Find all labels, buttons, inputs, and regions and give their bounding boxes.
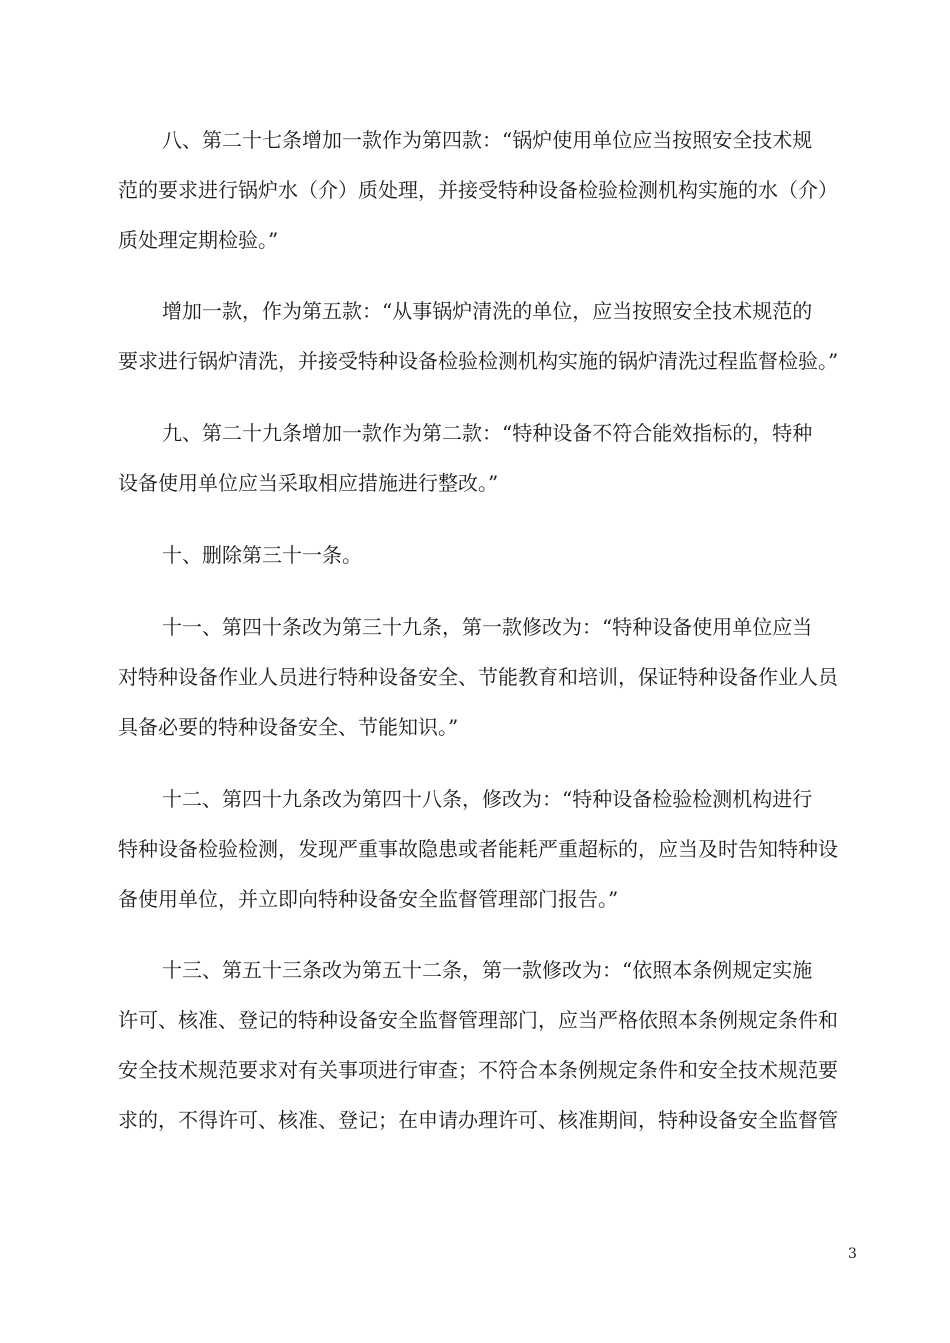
paragraph-line: 安全技术规范要求对有关事项进行审查；不符合本条例规定条件和安全技术规范要 bbox=[118, 1058, 838, 1082]
paragraph-line: 质处理定期检验。” bbox=[118, 228, 279, 252]
page-number: 3 bbox=[848, 1246, 857, 1262]
paragraph-line: 增加一款，作为第五款：“从事锅炉清洗的单位，应当按照安全技术规范的 bbox=[162, 299, 813, 323]
paragraph-line: 十三、第五十三条改为第五十二条，第一款修改为：“依照本条例规定实施 bbox=[162, 958, 813, 982]
paragraph-line: 备使用单位，并立即向特种设备安全监督管理部门报告。” bbox=[118, 887, 619, 911]
paragraph-line: 许可、核准、登记的特种设备安全监督管理部门，应当严格依照本条例规定条件和 bbox=[118, 1008, 838, 1032]
paragraph-line: 求的，不得许可、核准、登记；在申请办理许可、核准期间，特种设备安全监督管 bbox=[118, 1108, 838, 1132]
paragraph-line: 八、第二十七条增加一款作为第四款：“锅炉使用单位应当按照安全技术规 bbox=[162, 128, 813, 152]
paragraph-line: 十一、第四十条改为第三十九条，第一款修改为：“特种设备使用单位应当 bbox=[162, 615, 813, 639]
paragraph-line: 九、第二十九条增加一款作为第二款：“特种设备不符合能效指标的，特种 bbox=[162, 421, 813, 445]
paragraph-line: 十二、第四十九条改为第四十八条，修改为：“特种设备检验检测机构进行 bbox=[162, 787, 813, 811]
paragraph-line: 要求进行锅炉清洗，并接受特种设备检验检测机构实施的锅炉清洗过程监督检验。” bbox=[118, 349, 839, 373]
paragraph-line: 特种设备检验检测，发现严重事故隐患或者能耗严重超标的，应当及时告知特种设 bbox=[118, 837, 838, 861]
paragraph-line: 十、删除第三十一条。 bbox=[162, 543, 362, 567]
paragraph-line: 对特种设备作业人员进行特种设备安全、节能教育和培训，保证特种设备作业人员 bbox=[118, 665, 838, 689]
paragraph-line: 具备必要的特种设备安全、节能知识。” bbox=[118, 715, 459, 739]
paragraph-line: 范的要求进行锅炉水（介）质处理，并接受特种设备检验检测机构实施的水（介） bbox=[118, 178, 838, 202]
paragraph-line: 设备使用单位应当采取相应措施进行整改。” bbox=[118, 471, 499, 495]
